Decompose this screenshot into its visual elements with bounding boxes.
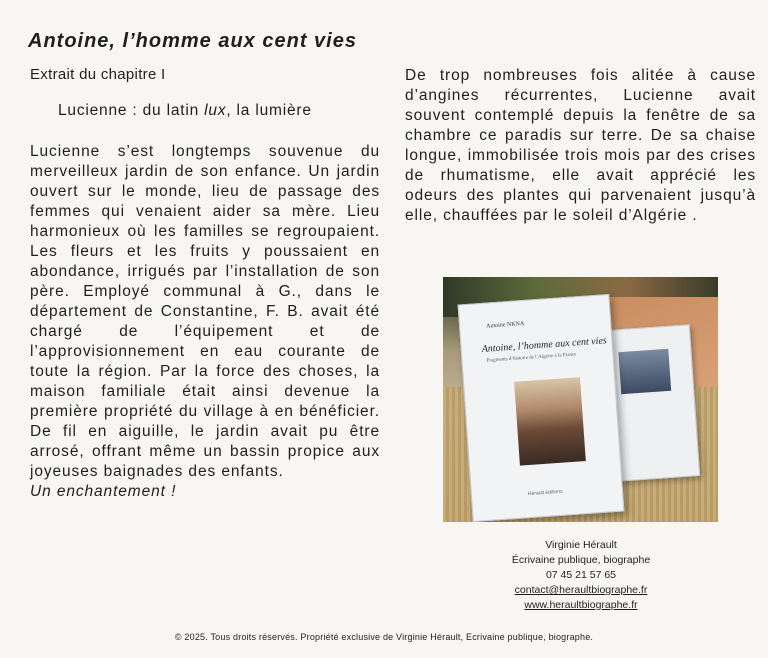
left-paragraph: Lucienne s’est longtemps souvenue du merveilleux jardin de son enfance. Un jardin ouvert sur le monde, lieu de passage des femmes qui venaient aider sa mère. Lieu harmonieux où les familles se regroupaient. Les fleurs et les fruits y poussaient en abondance, irrigués par l’installation de son père. Employé communal à G., dans le département de Constantine, F. B. avait été chargé de l’équipement et de l’approvisionnement en eau courante de toute la région. Par la force des choses, la maison familiale était ainsi devenue la première propriété du village à en bénéficier. De fil en aiguille, le jardin avait pu être arrosé, offrant même un bassin propice aux joyeuses baignades des enfants. [30, 143, 380, 480]
right-column [405, 66, 756, 226]
chapter-subtitle: Extrait du chapitre I [30, 66, 166, 83]
book-cover [458, 294, 625, 522]
contact-name: Virginie Hérault [545, 539, 617, 551]
right-paragraph: De trop nombreuses fois alitée à cause d’angines récurrentes, Lucienne avait souvent contemplé depuis la fenêtre de sa chambre ce paradis sur terre. De sa chaise longue, immobilisée trois mois par des crises de rhumatisme, elle avait apprécié les odeurs des plantes qui parvenaient jusqu’à elle, chauffées par le soleil d’Algérie . [405, 67, 756, 224]
book-title: Antoine, l’homme aux cent vies [481, 335, 608, 355]
contact-block [484, 538, 678, 613]
contact-phone: 07 45 21 57 65 [545, 569, 617, 581]
epigraph-suffix: , la lumière [226, 102, 312, 119]
epigraph-prefix: Lucienne : du latin [58, 102, 205, 119]
footer-copyright: © 2025. Tous droits réservés. Propriété exclusive de Virginie Hérault, Ecrivaine publique, biographe. [174, 632, 594, 642]
closing-line: Un enchantement ! [30, 483, 177, 500]
book-back-portrait [618, 349, 671, 394]
book-photo [443, 277, 718, 522]
epigraph [58, 102, 312, 120]
book-subtitle: Fragments d’histoire de l’Algérie à la France [486, 352, 577, 364]
epigraph-latin-word: lux [204, 102, 227, 119]
contact-website-link[interactable]: www.heraultbiographe.fr [524, 599, 638, 611]
contact-role: Écrivaine publique, biographe [511, 554, 651, 566]
book-publisher: Hérault éditions [527, 488, 563, 498]
contact-email-link[interactable]: contact@heraultbiographe.fr [514, 584, 648, 596]
page-title: Antoine, l’homme aux cent vies [28, 30, 357, 52]
left-column [30, 142, 380, 502]
book-author: Antoine NKNA [485, 320, 525, 330]
book-portrait [514, 377, 586, 465]
